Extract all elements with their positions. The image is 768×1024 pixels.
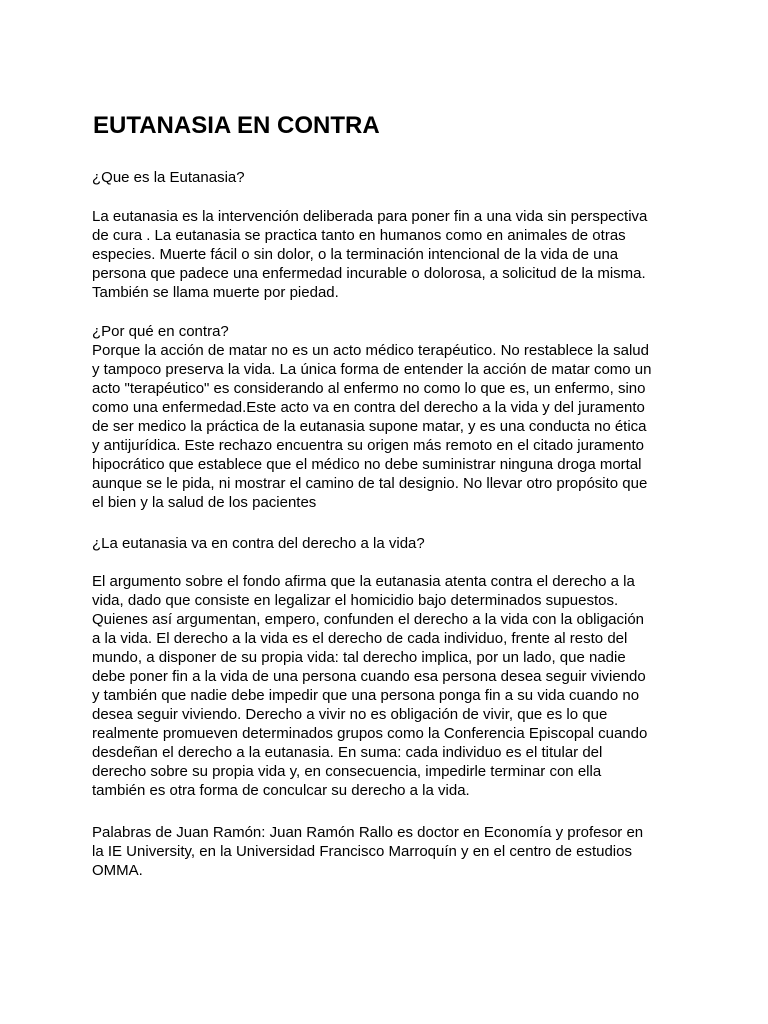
question-why-against: ¿Por qué en contra? [92,323,229,340]
quote-paragraph [92,823,643,880]
text-line: de cura . La eutanasia se practica tanto en humanos como en animales de otras [92,227,626,244]
text-line: realmente promueven determinados grupos como la Conferencia Episcopal cuando [92,725,648,742]
text-line: mundo, a disponer de su propia vida: tal derecho implica, por un lado, que nadie [92,649,626,666]
text-line: hipocrático que establece que el médico no debe suministrar ninguna droga mortal [92,456,642,473]
text-line: la IE University, en la Universidad Francisco Marroquín y en el centro de estudios [92,843,632,860]
text-line: como una enfermedad.Este acto va en contra del derecho a la vida y del juramento [92,399,645,416]
text-line: el bien y la salud de los pacientes [92,494,317,511]
argument-paragraph [92,572,647,800]
question-right-to-life [92,534,425,553]
text-line: Palabras de Juan Ramón: Juan Ramón Rallo es doctor en Economía y profesor en [92,824,644,841]
text-line: persona que padece una enfermedad incurable o dolorosa, a solicitud de la misma. [92,265,646,282]
text-line: Porque la acción de matar no es un acto médico terapéutico. No restablece la salud [92,342,649,359]
text-line: también es otra forma de conculcar su derecho a la vida. [92,782,470,799]
text-line: y antijurídica. Este rechazo encuentra su origen más remoto en el citado juramento [92,437,644,454]
text-line: especies. Muerte fácil o sin dolor, o la terminación intencional de la vida de una [92,246,619,263]
against-paragraph [92,322,651,512]
text-line: y tampoco preserva la vida. La única forma de entender la acción de matar como un [92,361,652,378]
definition-paragraph [92,207,647,302]
text-line: de ser medico la práctica de la eutanasia supone matar, y es una conducta no ética [92,418,647,435]
text-line: Quienes así argumentan, empero, confunden el derecho a la vida con la obligación [92,611,645,628]
text-line: El argumento sobre el fondo afirma que la eutanasia atenta contra el derecho a la [92,573,635,590]
text-line: desea seguir viviendo. Derecho a vivir no es obligación de vivir, que es lo que [92,706,608,723]
text-line: a la vida. El derecho a la vida es el derecho de cada individuo, frente al resto del [92,630,628,647]
text-line: También se llama muerte por piedad. [92,284,339,301]
text-line: aunque se le pida, ni mostrar el camino de tal designio. No llevar otro propósito que [92,475,648,492]
text-line: derecho sobre su propia vida y, en consecuencia, impedirle terminar con ella [92,763,602,780]
question-what-is-euthanasia [92,168,245,187]
text-line: ¿La eutanasia va en contra del derecho a la vida? [92,535,425,552]
text-line: OMMA. [92,862,143,879]
text-line: y también que nadie debe impedir que una persona ponga fin a su vida cuando no [92,687,640,704]
text-line: ¿Que es la Eutanasia? [92,169,245,186]
text-line: La eutanasia es la intervención deliberada para poner fin a una vida sin perspectiva [92,208,648,225]
text-line: acto "terapéutico" es considerando al enfermo no como lo que es, un enfermo, sino [92,380,646,397]
text-line: debe poner fin a la vida de una persona cuando esa persona desea seguir viviendo [92,668,646,685]
document-title: EUTANASIA EN CONTRA [93,112,380,139]
text-line: desdeñan el derecho a la eutanasia. En suma: cada individuo es el titular del [92,744,603,761]
text-line: vida, dado que consiste en legalizar el homicidio bajo determinados supuestos. [92,592,619,609]
